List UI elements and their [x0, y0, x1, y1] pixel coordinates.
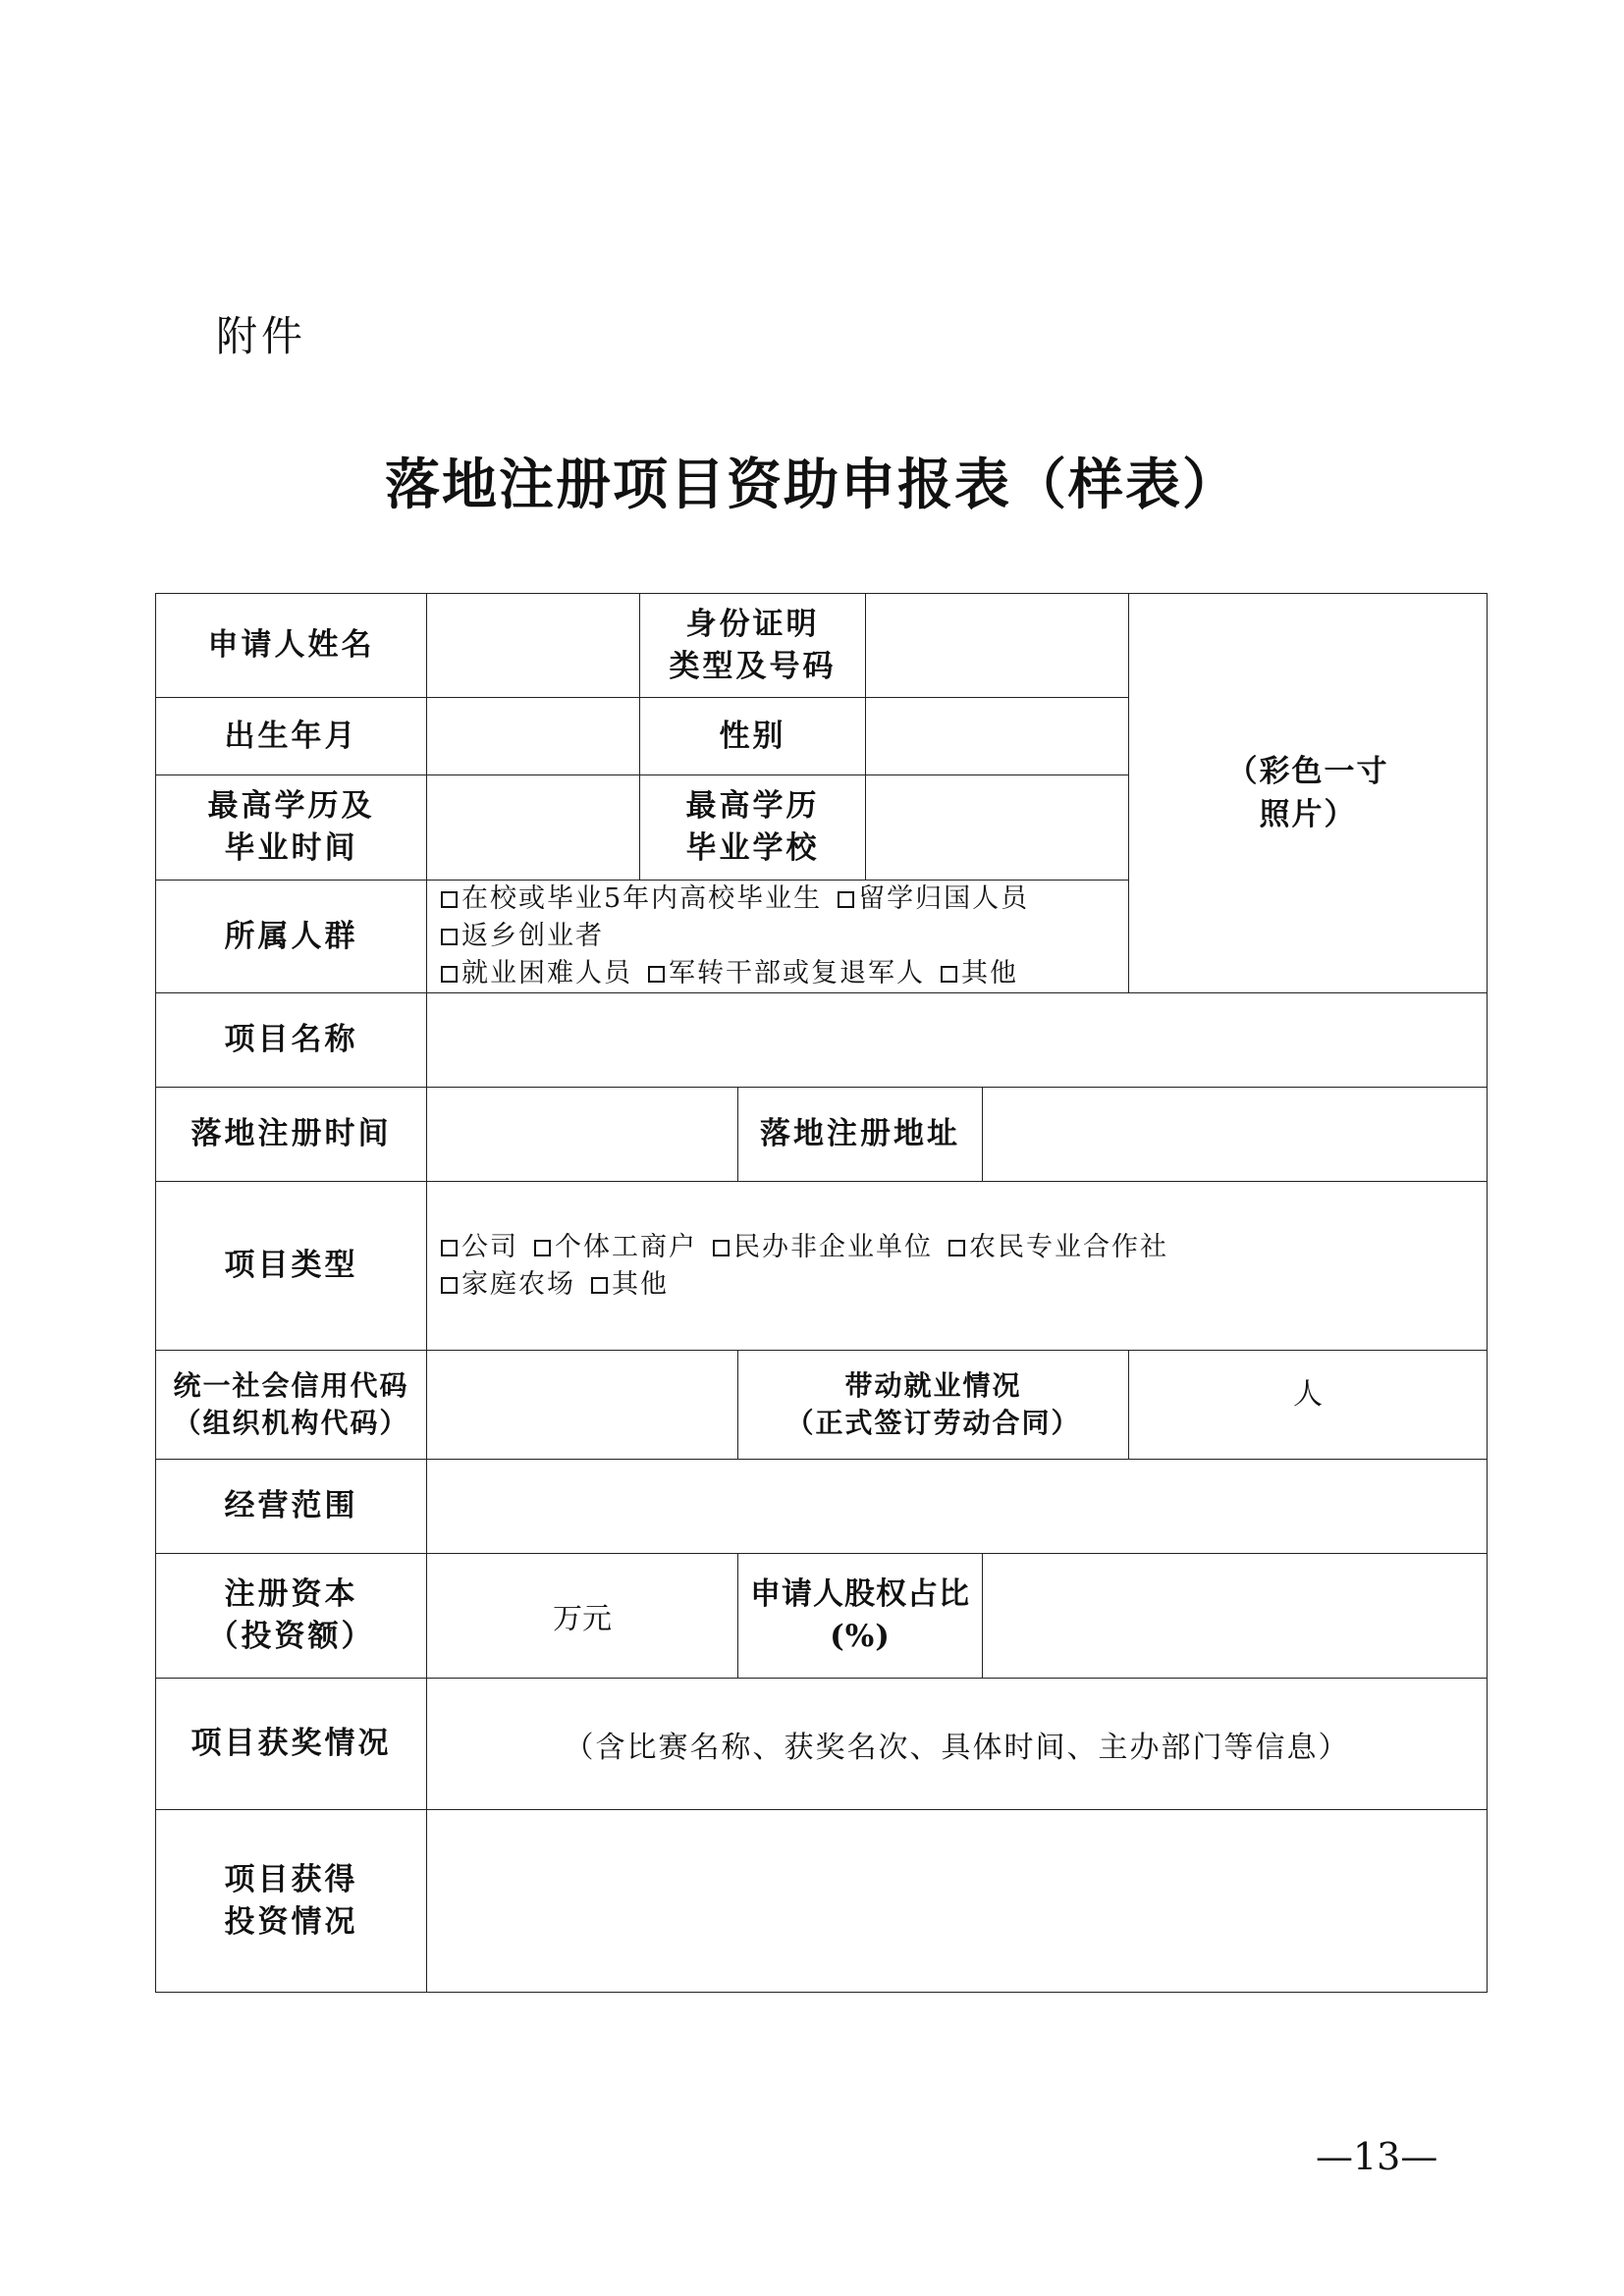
checkbox-icon: [713, 1240, 730, 1256]
credit-code-field[interactable]: [427, 1351, 738, 1460]
type-option[interactable]: [948, 1229, 1168, 1266]
checkbox-icon: [441, 1240, 458, 1256]
type-option-label: 民办非企业单位: [733, 1231, 933, 1262]
group-option-label: 返乡创业者: [461, 921, 604, 951]
id-doc-label: [640, 594, 866, 698]
project-type-label: 项目类型: [156, 1182, 427, 1351]
awards-field[interactable]: [427, 1679, 1488, 1810]
reg-address-label: 落地注册地址: [738, 1088, 983, 1182]
photo-box[interactable]: [1129, 594, 1488, 993]
employment-label: [738, 1351, 1129, 1460]
photo-hint-line2: 照片）: [1259, 797, 1357, 832]
id-doc-field[interactable]: [866, 594, 1129, 698]
capital-label-line2: （投资额）: [207, 1619, 375, 1654]
group-option[interactable]: [838, 881, 1029, 918]
awards-label: 项目获奖情况: [156, 1679, 427, 1810]
reg-time-label: 落地注册时间: [156, 1088, 427, 1182]
capital-label-line1: 注册资本: [224, 1576, 358, 1612]
investment-label-line2: 投资情况: [224, 1903, 358, 1940]
gender-field[interactable]: [866, 698, 1129, 775]
group-option[interactable]: [441, 881, 822, 918]
type-option-label: 个体工商户: [555, 1231, 697, 1262]
school-field[interactable]: [866, 775, 1129, 881]
type-option[interactable]: [534, 1229, 697, 1266]
attachment-label: 附件: [216, 312, 307, 360]
gender-label: 性别: [640, 698, 866, 775]
checkbox-icon: [441, 929, 458, 945]
birth-field[interactable]: [427, 698, 640, 775]
type-options: [427, 1182, 1488, 1351]
checkbox-icon: [534, 1240, 551, 1256]
credit-code-label-line1: 统一社会信用代码: [173, 1369, 409, 1402]
form-title: 落地注册项目资助申报表（样表）: [385, 453, 1239, 517]
checkbox-icon: [838, 891, 854, 908]
group-option[interactable]: [941, 955, 1018, 992]
reg-address-field[interactable]: [983, 1088, 1488, 1182]
type-option[interactable]: [441, 1266, 575, 1304]
group-options: [427, 881, 1129, 993]
checkbox-icon: [441, 1277, 458, 1294]
employment-unit: 人: [1293, 1377, 1323, 1412]
photo-hint-line1: （彩色一寸: [1226, 754, 1389, 789]
group-option-label: 就业困难人员: [461, 958, 632, 988]
capital-field[interactable]: [427, 1554, 738, 1679]
business-scope-field[interactable]: [427, 1460, 1488, 1554]
type-option-label: 农民专业合作社: [969, 1231, 1168, 1262]
checkbox-icon: [591, 1277, 608, 1294]
awards-hint: （含比赛名称、获奖名次、具体时间、主办部门等信息）: [564, 1730, 1350, 1765]
capital-unit: 万元: [553, 1602, 612, 1636]
checkbox-icon: [441, 891, 458, 908]
project-name-label: 项目名称: [156, 993, 427, 1088]
type-option[interactable]: [441, 1229, 518, 1266]
group-option[interactable]: [648, 955, 925, 992]
credit-code-label: [156, 1351, 427, 1460]
type-option-label: 公司: [461, 1231, 518, 1262]
employment-label-line2: （正式签订劳动合同）: [785, 1407, 1081, 1439]
type-option[interactable]: [713, 1229, 933, 1266]
project-name-field[interactable]: [427, 993, 1488, 1088]
school-label: [640, 775, 866, 881]
application-form: [155, 593, 1488, 1993]
equity-field[interactable]: [983, 1554, 1488, 1679]
group-option-label: 留学归国人员: [858, 883, 1030, 914]
page-number: —13—: [1316, 2135, 1438, 2178]
id-doc-label-line1: 身份证明: [685, 606, 820, 642]
group-option-label: 在校或毕业5年内高校毕业生: [461, 883, 823, 914]
group-option-label: 军转干部或复退军人: [669, 958, 925, 988]
checkbox-icon: [941, 966, 957, 983]
school-label-line1: 最高学历: [685, 788, 820, 824]
capital-label: [156, 1554, 427, 1679]
school-label-line2: 毕业学校: [685, 830, 820, 866]
applicant-name-field[interactable]: [427, 594, 640, 698]
birth-label: 出生年月: [156, 698, 427, 775]
group-option[interactable]: [441, 918, 604, 955]
type-option-label: 其他: [612, 1268, 669, 1300]
investment-label-line1: 项目获得: [224, 1861, 358, 1897]
employment-field[interactable]: [1129, 1351, 1488, 1460]
employment-label-line1: 带动就业情况: [844, 1369, 1022, 1402]
education-label-line1: 最高学历及: [207, 788, 375, 824]
id-doc-label-line2: 类型及号码: [669, 648, 837, 684]
checkbox-icon: [441, 966, 458, 983]
credit-code-label-line2: （组织机构代码）: [173, 1407, 409, 1439]
checkbox-icon: [948, 1240, 965, 1256]
checkbox-icon: [648, 966, 665, 983]
applicant-name-label: 申请人姓名: [156, 594, 427, 698]
type-option[interactable]: [591, 1266, 669, 1304]
group-option[interactable]: [441, 955, 632, 992]
group-option-label: 其他: [961, 958, 1018, 988]
education-label-line2: 毕业时间: [224, 830, 358, 866]
investment-field[interactable]: [427, 1810, 1488, 1993]
education-label: [156, 775, 427, 881]
group-label: 所属人群: [156, 881, 427, 993]
education-field[interactable]: [427, 775, 640, 881]
investment-label: [156, 1810, 427, 1993]
equity-label: 申请人股权占比(%): [738, 1554, 983, 1679]
type-option-label: 家庭农场: [461, 1268, 575, 1300]
business-scope-label: 经营范围: [156, 1460, 427, 1554]
reg-time-field[interactable]: [427, 1088, 738, 1182]
